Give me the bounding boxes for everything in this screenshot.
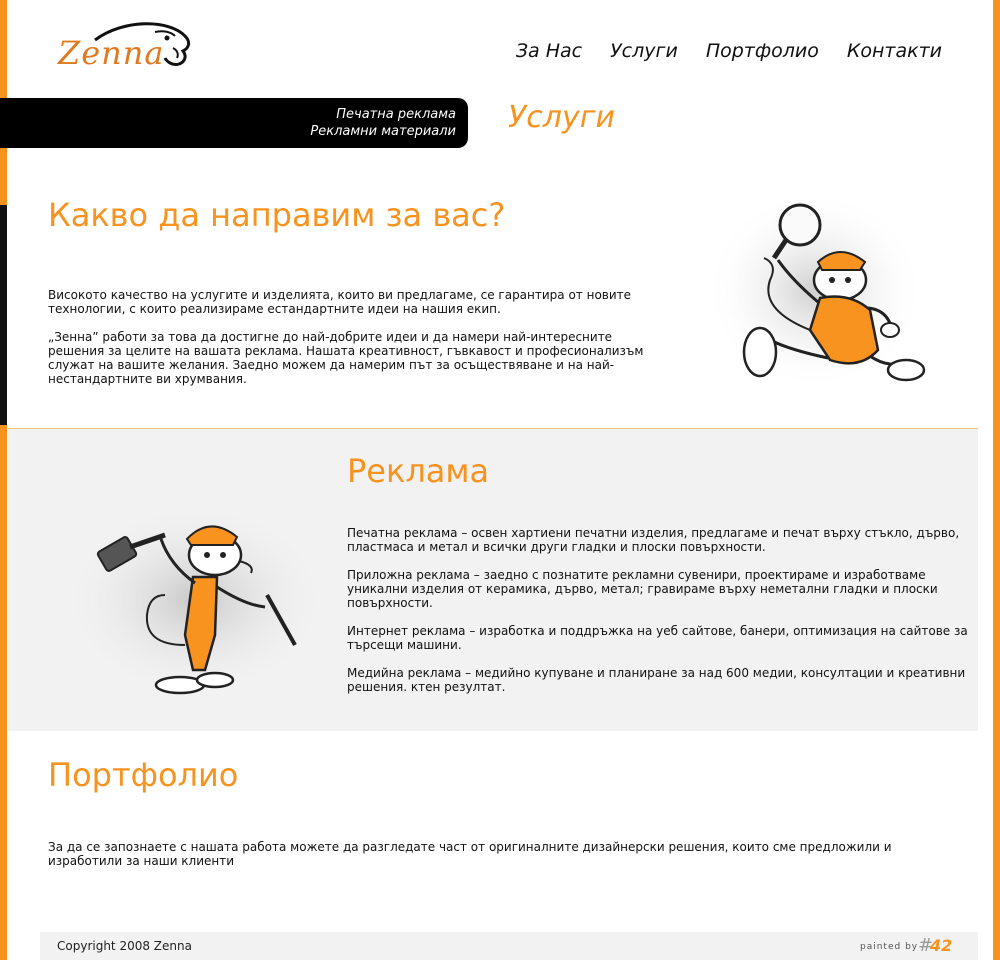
mouse-hammer-illustration [55, 495, 330, 705]
left-dark-strip [0, 205, 7, 425]
advertising-paragraph: Печатна реклама – освен хартиени печатни изделия, предлагаме и печат върху стъкло, дърво, пластмаса и метал и всички други гладки и плоски повърхности. [347, 526, 960, 554]
intro-paragraph: „Зенна” работи за това да достигне до най-добрите идеи и да намери най-интересните решения за целите на вашата реклама. Нашата креативност, гъвкавост и професионализъм служат на вашите желания. Заедно можем да намерим път за осъществяване и на най-нестандартните ви хрумвания. [48, 330, 644, 386]
advertising-paragraph: Приложна реклама – заедно с познатите рекламни сувенири, проектираме и изработваме уникални изделия от керамика, дърво, метал; гравираме върху неметални гладки и плоски повърхности. [347, 568, 938, 610]
painted-by-text: painted by [860, 942, 919, 952]
advertising-text [347, 526, 979, 694]
svg-text:#: # [918, 935, 934, 956]
painted-by-logo-icon [916, 934, 956, 956]
svg-text:42: 42 [930, 936, 953, 955]
advertising-paragraph: Медийна реклама – медийно купуване и планиране за над 600 медии, консултации и креативни решения. ктен резултат. [347, 666, 966, 694]
tagline-bar [0, 98, 468, 148]
page-heading: Услуги [508, 100, 615, 135]
tagline-line-1: Печатна реклама [336, 107, 456, 122]
nav-services[interactable]: Услуги [610, 40, 678, 62]
tagline-line-2: Рекламни материали [310, 124, 456, 139]
advertising-paragraph: Интернет реклама – изработка и поддръжка на уеб сайтове, банери, оптимизация на сайтове за търсещи машини. [347, 624, 968, 652]
nav-about[interactable]: За Нас [515, 40, 583, 62]
copyright-text: Copyright 2008 Zenna [57, 939, 192, 953]
mouse-magnifier-illustration [700, 180, 930, 395]
portfolio-title: Портфолио [48, 756, 239, 794]
advertising-title: Реклама [347, 452, 490, 490]
logo-text: Zenna [58, 34, 165, 72]
intro-text [48, 288, 668, 386]
nav-portfolio[interactable]: Портфолио [705, 40, 819, 62]
intro-title: Какво да направим за вас? [48, 196, 506, 234]
painted-by-logo-link[interactable] [916, 934, 956, 956]
intro-paragraph: Високото качество на услугите и изделията, които ви предлагаме, се гарантира от новите технологии, с които реализираме естандартните идеи на нашия екип. [48, 288, 632, 316]
right-accent-strip [993, 0, 1000, 960]
nav-contacts[interactable]: Контакти [846, 40, 942, 62]
main-nav [516, 40, 942, 62]
portfolio-text: За да се запознаете с нашата работа можете да разгледате част от оригиналните дизайнерски решения, които сме предложили и изработили за наши клиенти [48, 840, 892, 868]
